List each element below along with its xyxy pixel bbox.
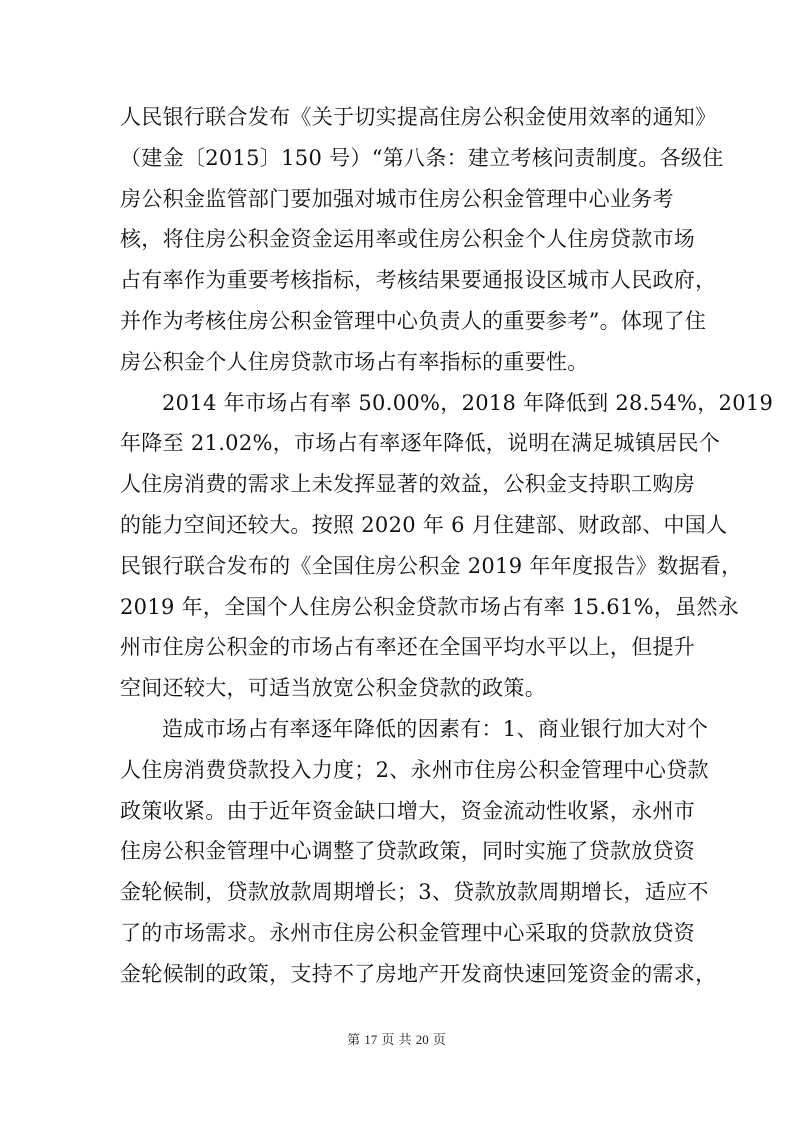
text-line: 人住房消费贷款投入力度；2、永州市住房公积金管理中心贷款 bbox=[120, 757, 709, 782]
text-line: 政策收紧。由于近年资金缺口增大，资金流动性收紧，永州市 bbox=[120, 798, 696, 823]
text-line: 空间还较大，可适当放宽公积金贷款的政策。 bbox=[120, 676, 546, 701]
footer-middle: 页 共 bbox=[381, 1033, 412, 1048]
text-line: 住房公积金管理中心调整了贷款政策，同时实施了贷款放贷资 bbox=[120, 839, 696, 864]
text-line: 人住房消费的需求上未发挥显著的效益，公积金支持职工购房 bbox=[120, 472, 696, 497]
text-line: 的能力空间还较大。按照 2020 年 6 月住建部、财政部、中国人 bbox=[120, 512, 728, 537]
text-line: 了的市场需求。永州市住房公积金管理中心采取的贷款放贷资 bbox=[120, 920, 696, 945]
text-line: 并作为考核住房公积金管理中心负责人的重要参考”。体现了住 bbox=[120, 308, 707, 333]
paragraph-first-line: 2014 年市场占有率 50.00%，2018 年降低到 28.54%，2019 bbox=[162, 390, 774, 415]
text-line: 人民银行联合发布《关于切实提高住房公积金使用效率的通知》 bbox=[120, 105, 717, 129]
text-line: 民银行联合发布的《全国住房公积金 2019 年年度报告》数据看， bbox=[120, 553, 743, 578]
page-footer bbox=[0, 1031, 793, 1050]
total-pages: 20 bbox=[415, 1032, 429, 1047]
text-line: （建金〔2015〕150 号）“第八条：建立考核问责制度。各级住 bbox=[120, 145, 724, 170]
text-line: 金轮候制的政策，支持不了房地产开发商快速回笼资金的需求， bbox=[120, 961, 717, 986]
footer-prefix: 第 bbox=[347, 1033, 361, 1048]
text-line: 房公积金监管部门要加强对城市住房公积金管理中心业务考 bbox=[120, 186, 674, 211]
text-line: 金轮候制，贷款放款周期增长；3、贷款放款周期增长，适应不 bbox=[120, 880, 709, 905]
page-number: 17 bbox=[364, 1032, 378, 1047]
text-line: 2019 年，全国个人住房公积金贷款市场占有率 15.61%，虽然永 bbox=[120, 594, 740, 619]
text-line: 占有率作为重要考核指标，考核结果要通报设区城市人民政府， bbox=[120, 268, 717, 293]
paragraph-first-line: 造成市场占有率逐年降低的因素有：1、商业银行加大对个 bbox=[162, 716, 709, 741]
text-line: 年降至 21.02%，市场占有率逐年降低，说明在满足城镇居民个 bbox=[120, 431, 721, 456]
text-line: 核，将住房公积金资金运用率或住房公积金个人住房贷款市场 bbox=[120, 227, 696, 252]
text-line: 州市住房公积金的市场占有率还在全国平均水平以上，但提升 bbox=[120, 635, 696, 660]
footer-suffix: 页 bbox=[432, 1033, 446, 1048]
text-line: 房公积金个人住房贷款市场占有率指标的重要性。 bbox=[120, 349, 589, 374]
document-body bbox=[120, 97, 774, 995]
